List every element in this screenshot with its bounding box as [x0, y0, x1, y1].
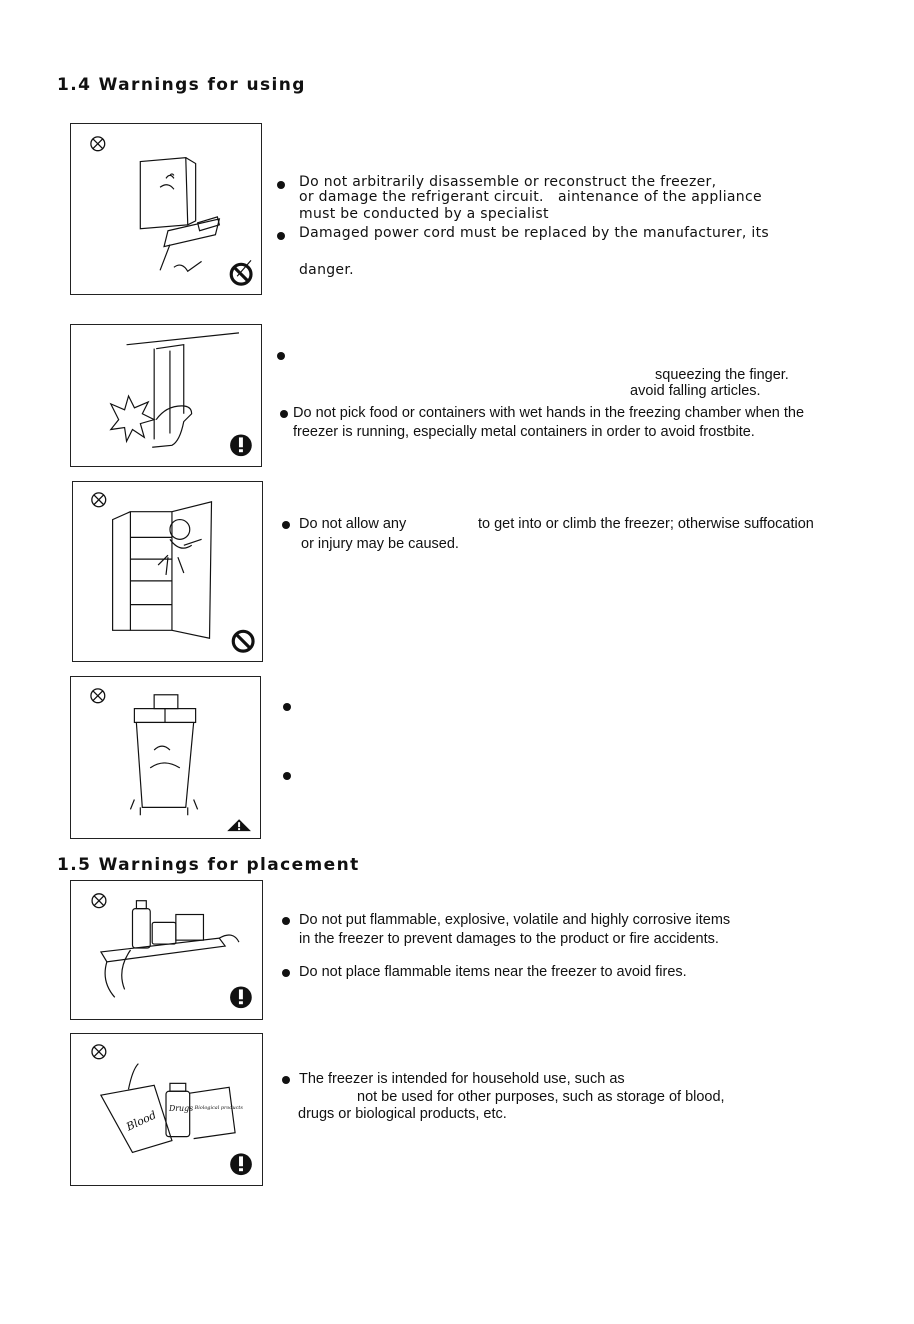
prohibition-circle-icon	[91, 689, 105, 703]
household-use-figure	[71, 1034, 262, 1185]
warning-triangle-icon	[227, 819, 251, 831]
bullet	[283, 772, 291, 780]
bullet	[282, 521, 290, 529]
biological-products-label: Biological products	[194, 1105, 243, 1112]
bullet	[280, 410, 288, 418]
drugs-label: Drugs	[168, 1103, 194, 1113]
warning-text: Damaged power cord must be replaced by the manufacturer, its	[299, 225, 769, 241]
prohibition-circle-icon	[92, 1045, 106, 1059]
heavy-objects-figure	[71, 677, 260, 838]
warning-text: Do not allow any	[299, 516, 407, 532]
warning-text: to get into or climb the freezer; otherwise suffocation	[478, 516, 814, 532]
exclamation-icon	[230, 434, 252, 456]
bullet	[277, 352, 285, 360]
bullet	[283, 703, 291, 711]
prohibition-circle-icon	[91, 137, 105, 151]
warning-text: Do not arbitrarily disassemble or reconstruct the freezer,	[299, 174, 717, 190]
exclamation-icon	[230, 986, 252, 1008]
bullet	[282, 969, 290, 977]
blood-label: Blood	[124, 1108, 159, 1134]
illustration-door-squeeze	[70, 324, 262, 467]
warning-text: in the freezer to prevent damages to the product or fire accidents.	[299, 931, 719, 947]
warning-text: avoid falling articles.	[630, 383, 761, 399]
disassembly-figure	[71, 124, 261, 294]
illustration-disassembly	[70, 123, 262, 295]
bullet	[277, 181, 285, 189]
illustration-climbing	[72, 481, 263, 662]
prohibition-circle-icon	[92, 493, 106, 507]
warning-text: Do not place flammable items near the freezer to avoid fires.	[299, 964, 687, 980]
flammable-items-figure	[71, 881, 262, 1019]
warning-text: The freezer is intended for household use, such as	[299, 1071, 625, 1087]
warning-text: must be conducted by a specialist	[299, 206, 549, 222]
prohibition-circle-icon	[92, 894, 106, 908]
section-title-warnings-using: 1.4 Warnings for using	[57, 75, 306, 95]
section-title-warnings-placement: 1.5 Warnings for placement	[57, 855, 360, 875]
warning-text: freezer is running, especially metal containers in order to avoid frostbite.	[293, 424, 755, 440]
warning-text: Do not put flammable, explosive, volatile and highly corrosive items	[299, 912, 731, 928]
bullet	[282, 917, 290, 925]
warning-text: danger.	[299, 262, 354, 278]
illustration-flammable-items	[70, 880, 263, 1020]
illustration-household-use	[70, 1033, 263, 1186]
no-symbol-icon	[231, 264, 251, 284]
warning-text: or injury may be caused.	[301, 536, 459, 552]
no-symbol-icon	[233, 631, 253, 651]
exclamation-icon	[230, 1153, 252, 1175]
bullet	[277, 232, 285, 240]
warning-text: or damage the refrigerant circuit. aintenance of the appliance	[299, 189, 762, 205]
warning-text: Do not pick food or containers with wet hands in the freezing chamber when the	[293, 405, 805, 421]
door-squeeze-figure	[71, 325, 261, 466]
illustration-heavy-objects	[70, 676, 261, 839]
warning-text: not be used for other purposes, such as storage of blood,	[357, 1089, 725, 1105]
warning-text: drugs or biological products, etc.	[298, 1106, 507, 1122]
warning-text: squeezing the finger.	[655, 367, 789, 383]
bullet	[282, 1076, 290, 1084]
climbing-figure	[73, 482, 262, 661]
